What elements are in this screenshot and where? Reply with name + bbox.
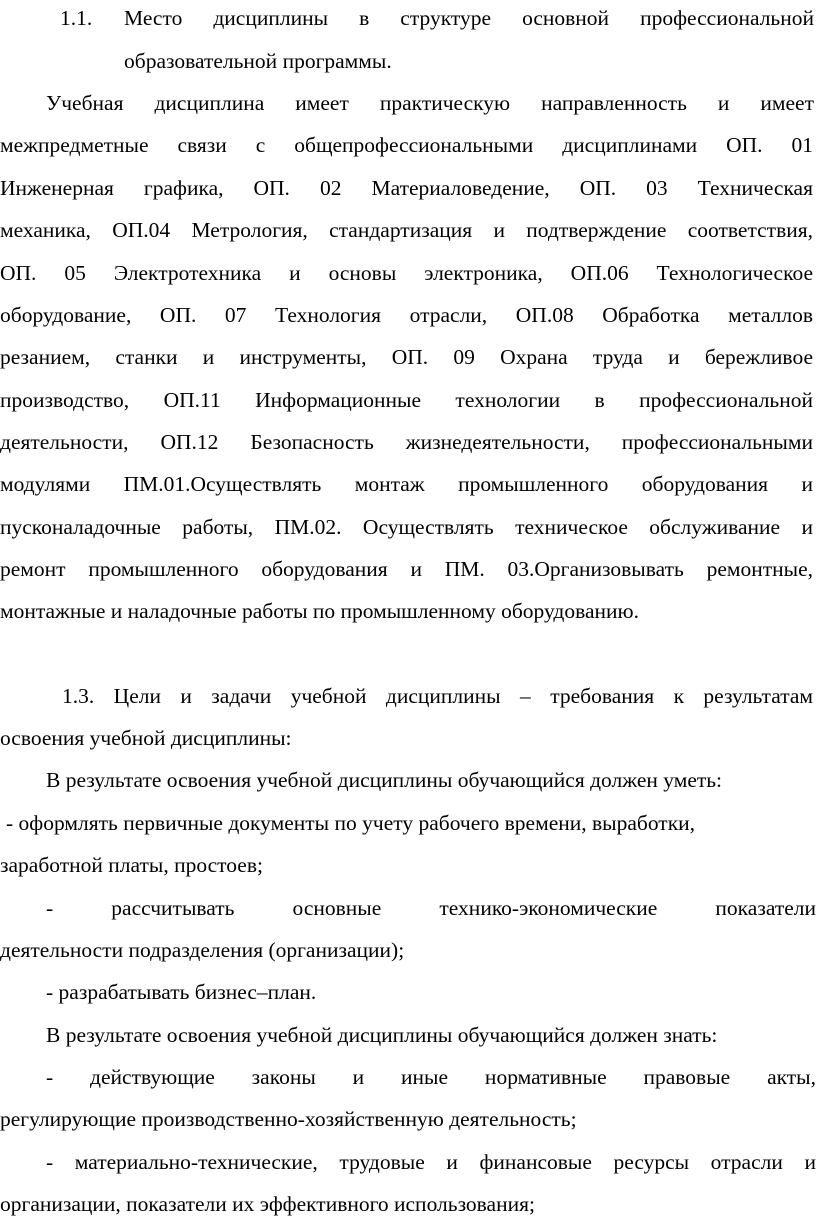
section-1-3-heading-line1: 1.3. Цели и задачи учебной дисциплины – требования к результатам (62, 684, 813, 708)
section-1-3-heading-line2: освоения учебной дисциплины: (0, 726, 292, 750)
skill-item-line: - разрабатывать бизнес–план. (46, 980, 317, 1004)
paragraph-line: модулями ПМ.01.Осуществлять монтаж промышленного оборудования и (0, 472, 813, 496)
paragraph-line: Инженерная графика, ОП. 02 Материаловедение, ОП. 03 Техническая (0, 176, 813, 200)
paragraph-line: межпредметные связи с общепрофессиональными дисциплинами ОП. 01 (0, 133, 813, 157)
skill-item-line: - оформлять первичные документы по учету рабочего времени, выработки, (6, 811, 696, 835)
paragraph-line: деятельности, ОП.12 Безопасность жизнедеятельности, профессиональными (0, 430, 813, 454)
knowledge-item-line: организации, показатели их эффективного использования; (0, 1192, 535, 1216)
skill-item-line: деятельности подразделения (организации); (0, 938, 405, 962)
paragraph-line: пусконаладочные работы, ПМ.02. Осуществлять техническое обслуживание и (0, 515, 813, 539)
skills-intro: В результате освоения учебной дисциплины обучающийся должен уметь: (46, 768, 723, 792)
paragraph-line: ОП. 05 Электротехника и основы электроника, ОП.06 Технологическое (0, 261, 813, 285)
skill-item-line: заработной платы, простоев; (0, 853, 263, 877)
paragraph-line: ремонт промышленного оборудования и ПМ. 03.Организовывать ремонтные, (0, 557, 813, 581)
paragraph-line: механика, ОП.04 Метрология, стандартизация и подтверждение соответствия, (0, 218, 813, 242)
knowledge-item-line: - материально-технические, трудовые и финансовые ресурсы отрасли и (46, 1150, 816, 1174)
paragraph-line: резанием, станки и инструменты, ОП. 09 Охрана труда и бережливое (0, 345, 813, 369)
knowledge-item-line: регулирующие производственно-хозяйственную деятельность; (0, 1107, 577, 1131)
knowledge-item-line: - действующие законы и иные нормативные правовые акты, (46, 1065, 816, 1089)
paragraph-line: Учебная дисциплина имеет практическую направленность и имеет (46, 91, 814, 115)
knowledge-intro: В результате освоения учебной дисциплины обучающийся должен знать: (46, 1023, 718, 1047)
section-1-1-number: 1.1. (60, 6, 93, 30)
section-1-1-heading-line2: образовательной программы. (124, 49, 392, 73)
paragraph-line: монтажные и наладочные работы по промышленному оборудованию. (0, 599, 639, 623)
paragraph-line: производство, ОП.11 Информационные технологии в профессиональной (0, 388, 813, 412)
paragraph-line: оборудование, ОП. 07 Технология отрасли, ОП.08 Обработка металлов (0, 303, 813, 327)
skill-item-line: - рассчитывать основные технико-экономические показатели (46, 896, 816, 920)
section-1-1-heading-line1: Место дисциплины в структуре основной профессиональной (124, 6, 814, 30)
